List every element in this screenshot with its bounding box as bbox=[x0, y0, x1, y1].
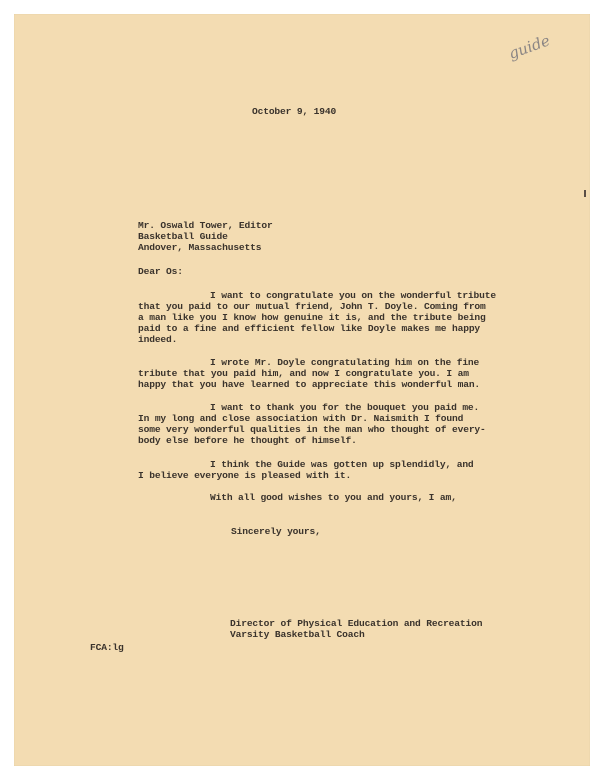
paragraph-1-line-2: that you paid to our mutual friend, John T. Doyle. Coming from bbox=[138, 301, 486, 312]
address-line-3: Andover, Massachusetts bbox=[138, 242, 262, 253]
paragraph-2-line-2: tribute that you paid him, and now I congratulate you. I am bbox=[138, 368, 469, 379]
signature-title-2: Varsity Basketball Coach bbox=[230, 629, 365, 640]
salutation: Dear Os: bbox=[138, 266, 183, 277]
paragraph-2-line-1: I wrote Mr. Doyle congratulating him on the fine bbox=[210, 357, 480, 368]
address-line-1: Mr. Oswald Tower, Editor bbox=[138, 220, 273, 231]
letter-date: October 9, 1940 bbox=[252, 106, 337, 117]
paragraph-1-line-4: paid to a fine and efficient fellow like Doyle makes me happy bbox=[138, 323, 481, 334]
paragraph-3-line-4: body else before he thought of himself. bbox=[138, 435, 357, 446]
margin-mark bbox=[584, 190, 586, 197]
typist-initials: FCA:lg bbox=[90, 642, 124, 653]
paragraph-1-line-1: I want to congratulate you on the wonderful tribute bbox=[210, 290, 496, 301]
paragraph-3-line-3: some very wonderful qualities in the man who thought of every- bbox=[138, 424, 486, 435]
paragraph-4-line-2: I believe everyone is pleased with it. bbox=[138, 470, 352, 481]
paragraph-4-line-1: I think the Guide was gotten up splendidly, and bbox=[210, 459, 474, 470]
paragraph-1-line-5: indeed. bbox=[138, 334, 178, 345]
letter-page bbox=[14, 14, 590, 766]
paragraph-3-line-2: In my long and close association with Dr. Naismith I found bbox=[138, 413, 464, 424]
paragraph-5-line-1: With all good wishes to you and yours, I am, bbox=[210, 492, 457, 503]
paragraph-1-line-3: a man like you I know how genuine it is, and the tribute being bbox=[138, 312, 486, 323]
signature-title-1: Director of Physical Education and Recreation bbox=[230, 618, 483, 629]
paragraph-2-line-3: happy that you have learned to appreciate this wonderful man. bbox=[138, 379, 481, 390]
closing: Sincerely yours, bbox=[231, 526, 321, 537]
handwritten-annotation: guide bbox=[506, 31, 553, 63]
paragraph-3-line-1: I want to thank you for the bouquet you paid me. bbox=[210, 402, 480, 413]
address-line-2: Basketball Guide bbox=[138, 231, 228, 242]
